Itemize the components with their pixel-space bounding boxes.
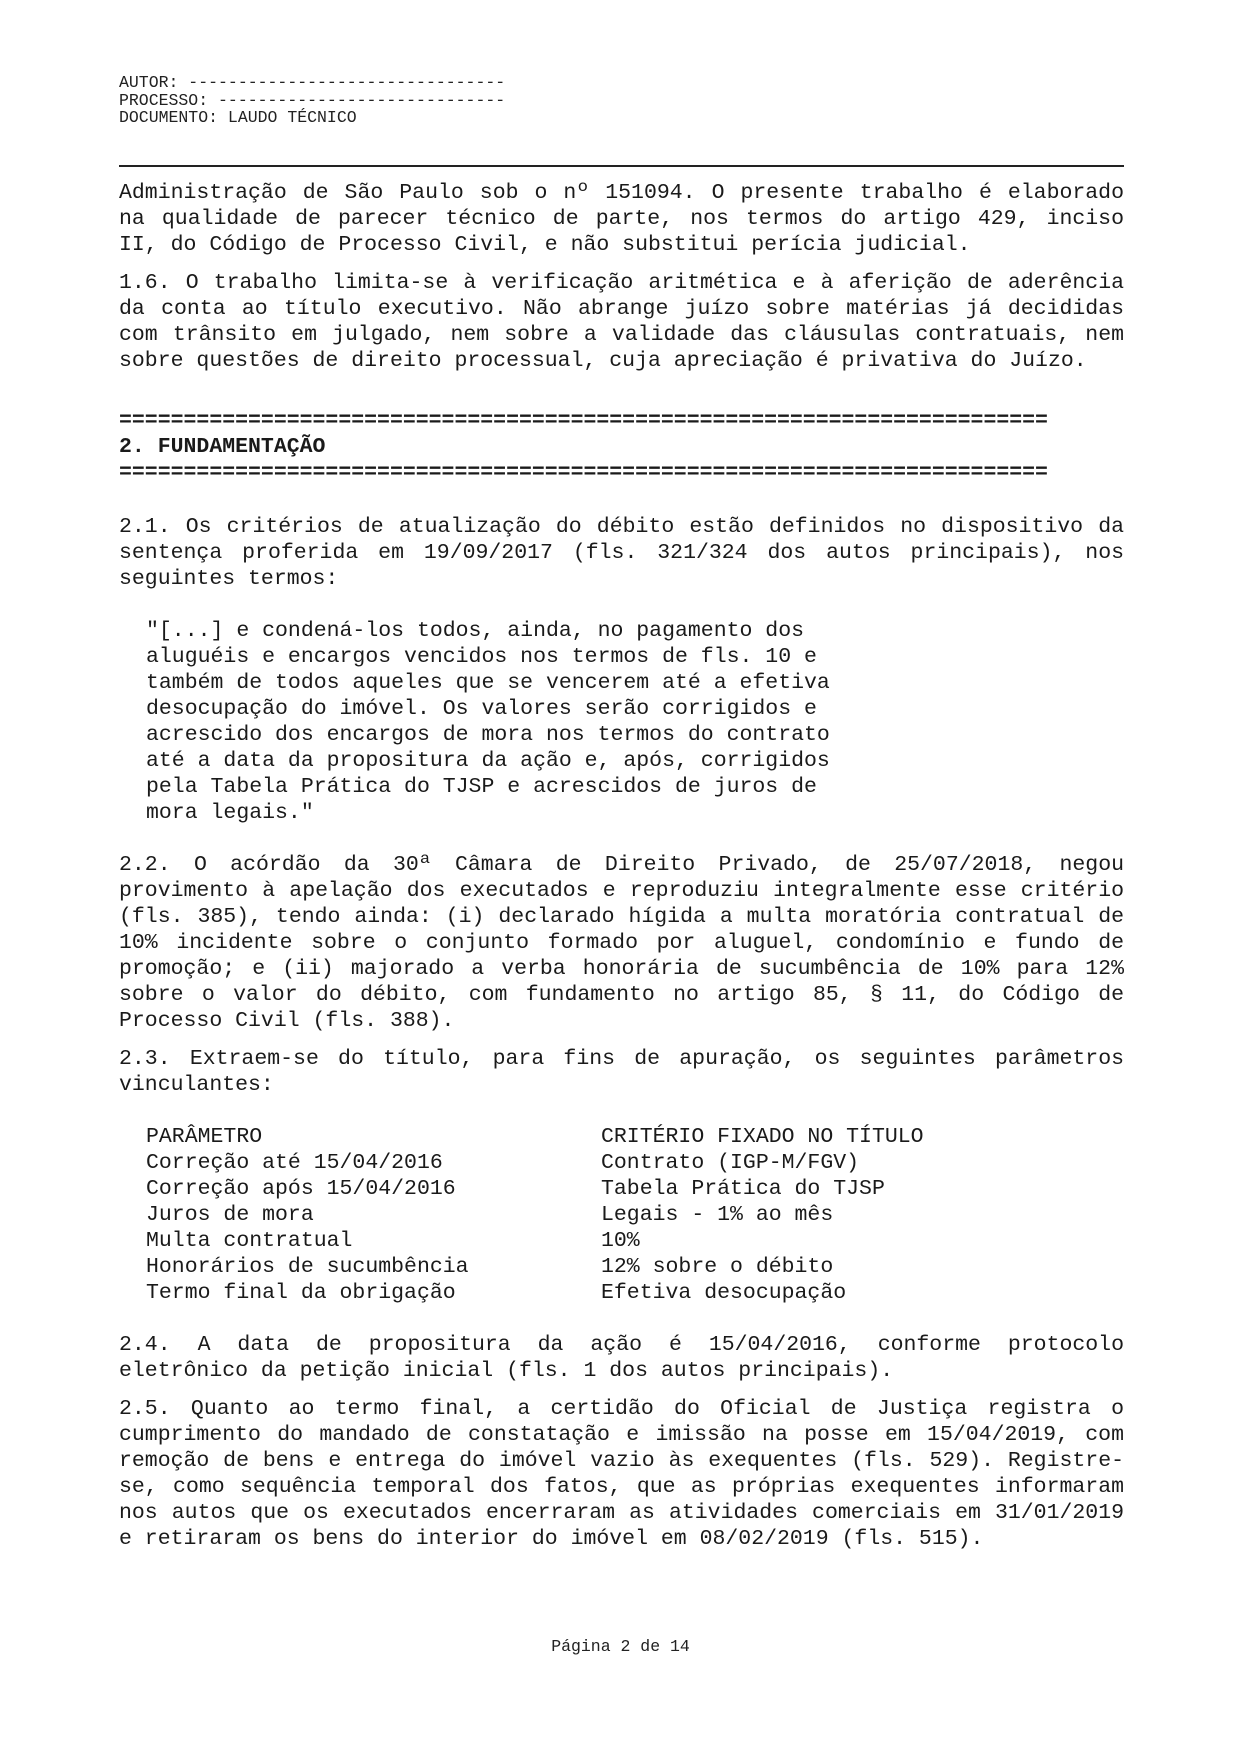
- table-cell: Contrato (IGP-M/FGV): [601, 1151, 860, 1175]
- section-separator-top: ========================================================================: [119, 409, 1048, 433]
- table-row: [146, 1254, 924, 1280]
- sentence-quote: [146, 618, 906, 826]
- paragraph-1-6: 1.6. O trabalho limita-se à verificação aritmética e à aferição de aderência da conta ao título executivo. Não abrange juízo sobre matérias já decididas com trânsito em julgado, nem sobre a validade das cláusulas contratuais, nem sobre questões de direito processual, cuja apreciação é privativa do Juízo.: [119, 271, 1124, 373]
- quote-line: até a data da propositura da ação e, após, corrigidos: [146, 749, 830, 773]
- section-title: 2. FUNDAMENTAÇÃO: [119, 435, 326, 459]
- section-separator-bottom: ========================================================================: [119, 461, 1048, 485]
- header-documento: DOCUMENTO: LAUDO TÉCNICO: [119, 108, 357, 127]
- table-cell: 10%: [601, 1229, 640, 1253]
- paragraph-2-1: 2.1. Os critérios de atualização do débito estão definidos no dispositivo da sentença proferida em 19/09/2017 (fls. 321/324 dos autos principais), nos seguintes termos:: [119, 515, 1124, 591]
- table-cell: Tabela Prática do TJSP: [601, 1177, 885, 1201]
- quote-line: desocupação do imóvel. Os valores serão corrigidos e: [146, 697, 817, 721]
- table-row: [146, 1202, 924, 1228]
- table-header-cell: PARÂMETRO: [146, 1125, 263, 1149]
- page-number: Página 2 de 14: [551, 1637, 690, 1656]
- table-cell: Correção após 15/04/2016: [146, 1177, 456, 1201]
- table-cell: Juros de mora: [146, 1203, 314, 1227]
- quote-line: pela Tabela Prática do TJSP e acrescidos de juros de: [146, 775, 817, 799]
- table-row: [146, 1150, 924, 1176]
- document-header: [119, 74, 505, 127]
- document-body: [119, 180, 1124, 1564]
- header-divider: [119, 165, 1124, 167]
- quote-line: "[...] e condená-los todos, ainda, no pagamento dos: [146, 619, 805, 643]
- paragraph-2-5: 2.5. Quanto ao termo final, a certidão do Oficial de Justiça registra o cumprimento do mandado de constatação e imissão na posse em 15/04/2019, com remoção de bens e entrega do imóvel vazio às exequentes (fls. 529). Registre-se, como sequência temporal dos fatos, que as próprias exequentes informaram nos autos que os executados encerraram as atividades comerciais em 31/01/2019 e retiraram os bens do interior do imóvel em 08/02/2019 (fls. 515).: [119, 1397, 1124, 1551]
- table-cell: Legais - 1% ao mês: [601, 1203, 834, 1227]
- table-cell: Multa contratual: [146, 1229, 353, 1253]
- paragraph-2-3: 2.3. Extraem-se do título, para fins de apuração, os seguintes parâmetros vinculantes:: [119, 1047, 1124, 1097]
- table-cell: 12% sobre o débito: [601, 1255, 834, 1279]
- quote-line: aluguéis e encargos vencidos nos termos de fls. 10 e: [146, 645, 817, 669]
- quote-line: acrescido dos encargos de mora nos termos do contrato: [146, 723, 830, 747]
- table-cell: Honorários de sucumbência: [146, 1255, 469, 1279]
- quote-line: também de todos aqueles que se vencerem até a efetiva: [146, 671, 830, 695]
- table-header-cell: CRITÉRIO FIXADO NO TÍTULO: [601, 1125, 924, 1149]
- header-processo: PROCESSO: -----------------------------: [119, 90, 506, 110]
- paragraph-2-2: 2.2. O acórdão da 30ª Câmara de Direito Privado, de 25/07/2018, negou provimento à apelação dos executados e reproduziu integralmente esse critério (fls. 385), tendo ainda: (i) declarado hígida a multa moratória contratual de 10% incidente sobre o conjunto formado por aluguel, condomínio e fundo de promoção; e (ii) majorado a verba honorária de sucumbência de 10% para 12% sobre o valor do débito, com fundamento no artigo 85, § 11, do Código de Processo Civil (fls. 388).: [119, 853, 1124, 1033]
- header-autor: AUTOR: --------------------------------: [119, 73, 506, 92]
- paragraph-2-4: 2.4. A data de propositura da ação é 15/04/2016, conforme protocolo eletrônico da petição inicial (fls. 1 dos autos principais).: [119, 1333, 1124, 1383]
- table-row: [146, 1280, 924, 1306]
- parameters-table: [146, 1124, 924, 1306]
- table-header-row: [146, 1124, 924, 1150]
- paragraph-intro: Administração de São Paulo sob o nº 151094. O presente trabalho é elaborado na qualidade de parecer técnico de parte, nos termos do artigo 429, inciso II, do Código de Processo Civil, e não substitui perícia judicial.: [119, 181, 1124, 257]
- section-heading-block: [119, 408, 1124, 486]
- quote-line: mora legais.": [146, 801, 314, 825]
- table-cell: Termo final da obrigação: [146, 1281, 456, 1305]
- table-cell: Correção até 15/04/2016: [146, 1151, 443, 1175]
- table-cell: Efetiva desocupação: [601, 1281, 847, 1305]
- table-row: [146, 1228, 924, 1254]
- table-row: [146, 1176, 924, 1202]
